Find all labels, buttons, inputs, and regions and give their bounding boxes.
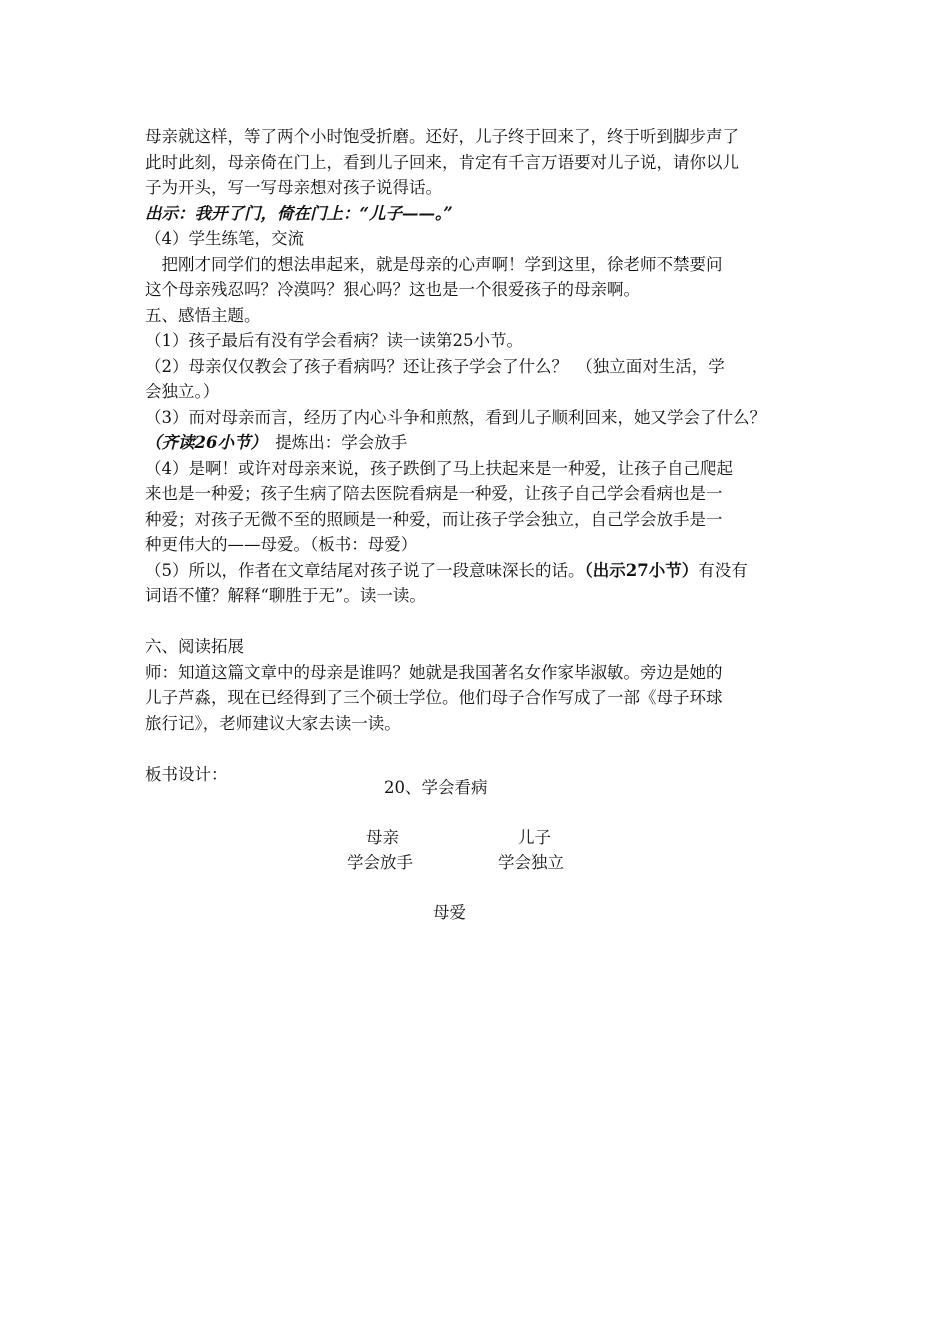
board-right-top: 儿子 [518,828,551,847]
board-design-label: 板书设计： [145,764,228,784]
lesson-text [145,124,810,787]
paragraph-line: 母亲就这样，等了两个小时饱受折磨。还好，儿子终于回来了，终于听到脚步声了 [145,127,739,146]
question-item: （3）而对母亲而言，经历了内心斗争和煎熬，看到儿子顺利回来，她又学会了什么？ [145,407,766,427]
section-heading: 六、阅读拓展 [145,637,244,656]
question-item: 词语不懂？解释“聊胜于无”。读一读。 [145,586,426,605]
board-title: 20、学会看病 [384,778,488,797]
question-text: （5）所以，作者在文章结尾对孩子说了一段意味深长的话。 [145,560,585,580]
section-heading: 五、感悟主题。 [145,305,261,325]
board-left-top: 母亲 [366,828,399,847]
spacer [145,609,810,635]
board-center: 母爱 [433,903,466,922]
question-item: （4）是啊！或许对母亲来说，孩子跌倒了马上扶起来是一种爱，让孩子自己爬起 [145,458,733,478]
question-item [145,558,810,584]
question-answer: 提炼出：学会放手 [258,433,408,452]
paragraph-line: 旅行记》，老师建议大家去读一读。 [145,713,401,733]
paragraph-line: 这个母亲残忍吗？冷漠吗？狠心吗？这也是一个很爱孩子的母亲啊。 [145,280,640,299]
question-item: 种爱；对孩子无微不至的照顾是一种爱，而让孩子学会独立，自己学会放手是一 [145,509,723,529]
read-aloud-note: （齐读26小节） [145,433,259,452]
step-item: （4）学生练笔，交流 [145,229,304,248]
question-item: 种更伟大的——母爱。（板书：母爱） [145,535,418,554]
spacer [145,736,810,762]
paragraph-line: 师：知道这篇文章中的母亲是谁吗？她就是我国著名女作家毕淑敏。旁边是她的 [145,662,723,682]
question-item: 会独立。） [145,382,220,401]
paragraph-line: 儿子芦淼，现在已经得到了三个硕士学位。他们母子合作写成了一部《母子环球 [145,688,723,707]
question-text: 有没有 [698,560,748,580]
paragraph-line: 此时此刻，母亲倚在门上，看到儿子回来，肯定有千言万语要对儿子说，请你以儿 [145,152,739,172]
paragraph-line: 把刚才同学们的想法串起来，就是母亲的心声啊！学到这里，徐老师不禁要问 [145,254,723,274]
question-item: 来也是一种爱；孩子生病了陪去医院看病是一种爱，让孩子自己学会看病也是一 [145,484,723,503]
board-right-bottom: 学会独立 [498,853,564,872]
question-item: （1）孩子最后有没有学会看病？读一读第25小节。 [145,331,523,350]
show-note: （出示27小节） [584,560,699,580]
board-left-bottom: 学会放手 [347,853,413,872]
question-item: （2）母亲仅仅教会了孩子看病吗？还让孩子学会了什么？ （独立面对生活，学 [145,356,725,376]
question-item [145,430,810,456]
show-prompt: 出示：我开了门，倚在门上：“儿子——。” [145,203,453,223]
paragraph-line: 子为开头，写一写母亲想对孩子说得话。 [145,178,442,197]
